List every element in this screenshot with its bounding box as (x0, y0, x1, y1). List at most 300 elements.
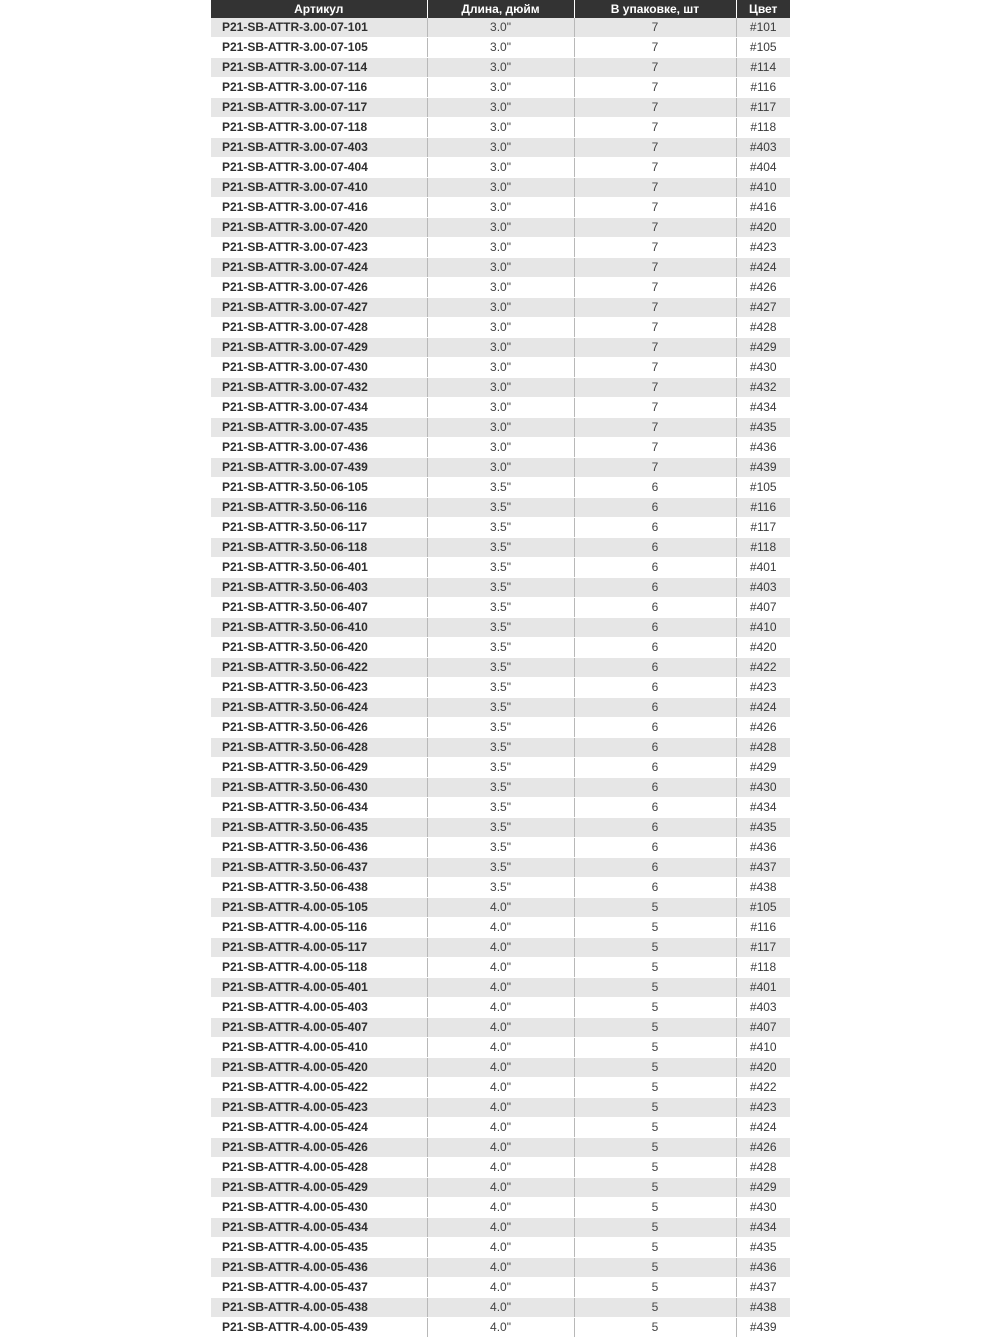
cell-pack-quantity: 5 (574, 1278, 736, 1298)
cell-color: #439 (736, 458, 790, 478)
cell-pack-quantity: 6 (574, 878, 736, 898)
cell-color: #116 (736, 78, 790, 98)
header-row (211, 0, 790, 18)
table-row (211, 258, 790, 278)
cell-length: 3.5" (427, 838, 574, 858)
cell-sku: P21-SB-ATTR-3.50-06-424 (211, 698, 427, 718)
cell-length: 4.0" (427, 1038, 574, 1058)
cell-pack-quantity: 7 (574, 298, 736, 318)
cell-color: #424 (736, 698, 790, 718)
cell-sku: P21-SB-ATTR-3.00-07-432 (211, 378, 427, 398)
cell-sku: P21-SB-ATTR-4.00-05-118 (211, 958, 427, 978)
cell-color: #117 (736, 518, 790, 538)
cell-sku: P21-SB-ATTR-3.50-06-422 (211, 658, 427, 678)
cell-color: #407 (736, 598, 790, 618)
cell-pack-quantity: 6 (574, 858, 736, 878)
table-row (211, 618, 790, 638)
cell-pack-quantity: 7 (574, 238, 736, 258)
column-header-color: Цвет (736, 0, 790, 18)
cell-sku: P21-SB-ATTR-4.00-05-439 (211, 1318, 427, 1338)
cell-sku: P21-SB-ATTR-4.00-05-436 (211, 1258, 427, 1278)
column-header-pack-quantity: В упаковке, шт (574, 0, 736, 18)
cell-pack-quantity: 7 (574, 98, 736, 118)
cell-pack-quantity: 5 (574, 1218, 736, 1238)
cell-pack-quantity: 5 (574, 1298, 736, 1318)
cell-pack-quantity: 7 (574, 78, 736, 98)
table-row (211, 1138, 790, 1158)
table-row (211, 1038, 790, 1058)
cell-length: 3.5" (427, 818, 574, 838)
cell-length: 3.0" (427, 298, 574, 318)
cell-length: 3.0" (427, 438, 574, 458)
table-body (211, 18, 790, 1338)
cell-color: #416 (736, 198, 790, 218)
cell-length: 3.0" (427, 38, 574, 58)
cell-pack-quantity: 6 (574, 758, 736, 778)
cell-sku: P21-SB-ATTR-3.00-07-116 (211, 78, 427, 98)
cell-length: 3.0" (427, 458, 574, 478)
cell-pack-quantity: 5 (574, 898, 736, 918)
cell-length: 3.5" (427, 758, 574, 778)
cell-pack-quantity: 7 (574, 338, 736, 358)
cell-color: #428 (736, 1158, 790, 1178)
cell-pack-quantity: 6 (574, 718, 736, 738)
table-row (211, 758, 790, 778)
cell-color: #430 (736, 358, 790, 378)
cell-sku: P21-SB-ATTR-4.00-05-410 (211, 1038, 427, 1058)
table-row (211, 658, 790, 678)
cell-color: #437 (736, 1278, 790, 1298)
cell-pack-quantity: 7 (574, 318, 736, 338)
cell-length: 3.0" (427, 218, 574, 238)
cell-length: 4.0" (427, 1218, 574, 1238)
cell-sku: P21-SB-ATTR-4.00-05-438 (211, 1298, 427, 1318)
cell-sku: P21-SB-ATTR-3.00-07-427 (211, 298, 427, 318)
cell-pack-quantity: 5 (574, 938, 736, 958)
table-row (211, 518, 790, 538)
cell-sku: P21-SB-ATTR-3.00-07-426 (211, 278, 427, 298)
cell-sku: P21-SB-ATTR-4.00-05-117 (211, 938, 427, 958)
cell-length: 3.0" (427, 418, 574, 438)
cell-length: 3.0" (427, 98, 574, 118)
cell-sku: P21-SB-ATTR-3.50-06-438 (211, 878, 427, 898)
cell-color: #410 (736, 178, 790, 198)
cell-length: 3.5" (427, 658, 574, 678)
cell-length: 3.5" (427, 698, 574, 718)
cell-color: #438 (736, 1298, 790, 1318)
table-row (211, 458, 790, 478)
table-row (211, 878, 790, 898)
cell-sku: P21-SB-ATTR-3.50-06-403 (211, 578, 427, 598)
cell-length: 3.5" (427, 518, 574, 538)
cell-sku: P21-SB-ATTR-3.50-06-428 (211, 738, 427, 758)
cell-sku: P21-SB-ATTR-4.00-05-430 (211, 1198, 427, 1218)
cell-length: 4.0" (427, 938, 574, 958)
table-row (211, 678, 790, 698)
cell-length: 3.0" (427, 278, 574, 298)
cell-color: #424 (736, 258, 790, 278)
cell-sku: P21-SB-ATTR-3.00-07-118 (211, 118, 427, 138)
table-row (211, 858, 790, 878)
cell-length: 3.0" (427, 158, 574, 178)
cell-pack-quantity: 6 (574, 658, 736, 678)
cell-color: #434 (736, 798, 790, 818)
cell-pack-quantity: 6 (574, 698, 736, 718)
cell-color: #428 (736, 738, 790, 758)
cell-sku: P21-SB-ATTR-4.00-05-434 (211, 1218, 427, 1238)
cell-sku: P21-SB-ATTR-3.50-06-117 (211, 518, 427, 538)
cell-sku: P21-SB-ATTR-3.50-06-423 (211, 678, 427, 698)
cell-sku: P21-SB-ATTR-3.50-06-436 (211, 838, 427, 858)
table-row (211, 478, 790, 498)
cell-sku: P21-SB-ATTR-3.00-07-436 (211, 438, 427, 458)
table-row (211, 118, 790, 138)
cell-color: #423 (736, 238, 790, 258)
cell-color: #434 (736, 398, 790, 418)
cell-sku: P21-SB-ATTR-3.50-06-118 (211, 538, 427, 558)
cell-length: 3.5" (427, 718, 574, 738)
cell-pack-quantity: 6 (574, 538, 736, 558)
table-row (211, 1318, 790, 1338)
cell-pack-quantity: 5 (574, 1238, 736, 1258)
cell-sku: P21-SB-ATTR-3.00-07-429 (211, 338, 427, 358)
cell-pack-quantity: 5 (574, 1018, 736, 1038)
cell-color: #426 (736, 718, 790, 738)
cell-length: 3.5" (427, 578, 574, 598)
cell-sku: P21-SB-ATTR-3.50-06-407 (211, 598, 427, 618)
cell-pack-quantity: 5 (574, 998, 736, 1018)
cell-length: 4.0" (427, 1298, 574, 1318)
cell-color: #116 (736, 918, 790, 938)
cell-color: #422 (736, 1078, 790, 1098)
table-header (211, 0, 790, 18)
cell-sku: P21-SB-ATTR-3.00-07-420 (211, 218, 427, 238)
table-row (211, 938, 790, 958)
cell-color: #403 (736, 138, 790, 158)
cell-sku: P21-SB-ATTR-3.50-06-401 (211, 558, 427, 578)
table-row (211, 958, 790, 978)
table-row (211, 338, 790, 358)
cell-color: #105 (736, 898, 790, 918)
cell-sku: P21-SB-ATTR-3.50-06-437 (211, 858, 427, 878)
cell-color: #105 (736, 38, 790, 58)
cell-pack-quantity: 5 (574, 1078, 736, 1098)
cell-length: 3.0" (427, 378, 574, 398)
cell-color: #118 (736, 958, 790, 978)
cell-color: #432 (736, 378, 790, 398)
cell-pack-quantity: 6 (574, 598, 736, 618)
cell-sku: P21-SB-ATTR-3.50-06-410 (211, 618, 427, 638)
cell-sku: P21-SB-ATTR-4.00-05-403 (211, 998, 427, 1018)
table-row (211, 598, 790, 618)
table-row (211, 318, 790, 338)
table-row (211, 438, 790, 458)
cell-pack-quantity: 6 (574, 578, 736, 598)
cell-length: 3.0" (427, 78, 574, 98)
cell-pack-quantity: 6 (574, 518, 736, 538)
cell-sku: P21-SB-ATTR-3.00-07-105 (211, 38, 427, 58)
cell-sku: P21-SB-ATTR-3.00-07-404 (211, 158, 427, 178)
cell-pack-quantity: 5 (574, 1198, 736, 1218)
cell-sku: P21-SB-ATTR-3.50-06-435 (211, 818, 427, 838)
table-row (211, 1018, 790, 1038)
table-row (211, 1098, 790, 1118)
cell-color: #105 (736, 478, 790, 498)
cell-pack-quantity: 7 (574, 258, 736, 278)
cell-color: #410 (736, 618, 790, 638)
cell-length: 4.0" (427, 898, 574, 918)
cell-sku: P21-SB-ATTR-4.00-05-401 (211, 978, 427, 998)
cell-length: 3.5" (427, 738, 574, 758)
cell-sku: P21-SB-ATTR-3.50-06-430 (211, 778, 427, 798)
cell-pack-quantity: 5 (574, 1058, 736, 1078)
cell-color: #114 (736, 58, 790, 78)
cell-pack-quantity: 7 (574, 418, 736, 438)
table-row (211, 1118, 790, 1138)
cell-pack-quantity: 6 (574, 558, 736, 578)
cell-color: #423 (736, 678, 790, 698)
cell-color: #426 (736, 1138, 790, 1158)
table-row (211, 158, 790, 178)
cell-sku: P21-SB-ATTR-3.00-07-101 (211, 18, 427, 38)
table-row (211, 358, 790, 378)
cell-sku: P21-SB-ATTR-4.00-05-407 (211, 1018, 427, 1038)
cell-length: 4.0" (427, 958, 574, 978)
cell-color: #420 (736, 1058, 790, 1078)
cell-color: #435 (736, 818, 790, 838)
cell-pack-quantity: 5 (574, 1318, 736, 1338)
cell-length: 3.5" (427, 778, 574, 798)
cell-color: #403 (736, 998, 790, 1018)
cell-sku: P21-SB-ATTR-3.50-06-116 (211, 498, 427, 518)
table-row (211, 498, 790, 518)
cell-length: 3.5" (427, 798, 574, 818)
cell-length: 3.5" (427, 538, 574, 558)
cell-length: 3.0" (427, 58, 574, 78)
cell-pack-quantity: 7 (574, 138, 736, 158)
cell-pack-quantity: 5 (574, 1118, 736, 1138)
cell-pack-quantity: 5 (574, 1158, 736, 1178)
cell-color: #436 (736, 1258, 790, 1278)
cell-pack-quantity: 6 (574, 498, 736, 518)
cell-sku: P21-SB-ATTR-4.00-05-420 (211, 1058, 427, 1078)
cell-sku: P21-SB-ATTR-4.00-05-429 (211, 1178, 427, 1198)
cell-color: #436 (736, 838, 790, 858)
cell-length: 4.0" (427, 1018, 574, 1038)
cell-pack-quantity: 6 (574, 738, 736, 758)
cell-color: #423 (736, 1098, 790, 1118)
cell-length: 4.0" (427, 1058, 574, 1078)
table-row (211, 838, 790, 858)
cell-pack-quantity: 7 (574, 378, 736, 398)
cell-length: 4.0" (427, 918, 574, 938)
cell-sku: P21-SB-ATTR-3.50-06-420 (211, 638, 427, 658)
cell-color: #437 (736, 858, 790, 878)
cell-color: #117 (736, 98, 790, 118)
cell-color: #401 (736, 978, 790, 998)
cell-pack-quantity: 5 (574, 1258, 736, 1278)
table-row (211, 558, 790, 578)
cell-length: 3.5" (427, 878, 574, 898)
table-row (211, 418, 790, 438)
cell-length: 4.0" (427, 978, 574, 998)
cell-pack-quantity: 6 (574, 618, 736, 638)
cell-sku: P21-SB-ATTR-4.00-05-116 (211, 918, 427, 938)
cell-sku: P21-SB-ATTR-4.00-05-426 (211, 1138, 427, 1158)
table-row (211, 398, 790, 418)
cell-color: #428 (736, 318, 790, 338)
cell-pack-quantity: 7 (574, 438, 736, 458)
cell-color: #404 (736, 158, 790, 178)
cell-sku: P21-SB-ATTR-3.00-07-114 (211, 58, 427, 78)
cell-pack-quantity: 7 (574, 358, 736, 378)
table-row (211, 378, 790, 398)
cell-length: 4.0" (427, 1278, 574, 1298)
table-row (211, 1078, 790, 1098)
cell-length: 3.0" (427, 18, 574, 38)
cell-sku: P21-SB-ATTR-4.00-05-428 (211, 1158, 427, 1178)
cell-color: #410 (736, 1038, 790, 1058)
cell-sku: P21-SB-ATTR-3.00-07-428 (211, 318, 427, 338)
table-row (211, 278, 790, 298)
cell-length: 4.0" (427, 1318, 574, 1338)
cell-pack-quantity: 7 (574, 58, 736, 78)
cell-pack-quantity: 7 (574, 278, 736, 298)
cell-pack-quantity: 5 (574, 918, 736, 938)
table-row (211, 1178, 790, 1198)
cell-sku: P21-SB-ATTR-3.00-07-430 (211, 358, 427, 378)
cell-pack-quantity: 6 (574, 678, 736, 698)
cell-length: 3.0" (427, 338, 574, 358)
cell-color: #439 (736, 1318, 790, 1338)
cell-pack-quantity: 5 (574, 978, 736, 998)
cell-color: #422 (736, 658, 790, 678)
cell-length: 4.0" (427, 1158, 574, 1178)
cell-color: #424 (736, 1118, 790, 1138)
cell-color: #118 (736, 538, 790, 558)
product-table (211, 0, 790, 1338)
cell-length: 3.0" (427, 138, 574, 158)
cell-color: #435 (736, 1238, 790, 1258)
cell-pack-quantity: 7 (574, 38, 736, 58)
table-row (211, 218, 790, 238)
table-row (211, 198, 790, 218)
cell-pack-quantity: 7 (574, 218, 736, 238)
table-row (211, 578, 790, 598)
cell-length: 4.0" (427, 1258, 574, 1278)
cell-sku: P21-SB-ATTR-4.00-05-424 (211, 1118, 427, 1138)
cell-sku: P21-SB-ATTR-3.00-07-117 (211, 98, 427, 118)
cell-sku: P21-SB-ATTR-4.00-05-422 (211, 1078, 427, 1098)
cell-length: 3.0" (427, 198, 574, 218)
cell-color: #117 (736, 938, 790, 958)
cell-color: #436 (736, 438, 790, 458)
cell-length: 4.0" (427, 998, 574, 1018)
cell-sku: P21-SB-ATTR-3.00-07-424 (211, 258, 427, 278)
cell-sku: P21-SB-ATTR-3.50-06-429 (211, 758, 427, 778)
cell-color: #420 (736, 638, 790, 658)
cell-length: 4.0" (427, 1178, 574, 1198)
cell-sku: P21-SB-ATTR-3.00-07-416 (211, 198, 427, 218)
table-row (211, 1238, 790, 1258)
table-row (211, 998, 790, 1018)
cell-pack-quantity: 5 (574, 958, 736, 978)
cell-length: 3.0" (427, 318, 574, 338)
table-row (211, 298, 790, 318)
cell-sku: P21-SB-ATTR-3.50-06-434 (211, 798, 427, 818)
cell-color: #407 (736, 1018, 790, 1038)
cell-color: #427 (736, 298, 790, 318)
cell-sku: P21-SB-ATTR-4.00-05-423 (211, 1098, 427, 1118)
cell-length: 3.0" (427, 398, 574, 418)
cell-pack-quantity: 7 (574, 398, 736, 418)
cell-sku: P21-SB-ATTR-3.50-06-105 (211, 478, 427, 498)
table-row (211, 538, 790, 558)
cell-sku: P21-SB-ATTR-4.00-05-435 (211, 1238, 427, 1258)
table-row (211, 1158, 790, 1178)
table-row (211, 798, 790, 818)
table-row (211, 138, 790, 158)
table-row (211, 1218, 790, 1238)
cell-color: #430 (736, 1198, 790, 1218)
cell-sku: P21-SB-ATTR-3.00-07-423 (211, 238, 427, 258)
cell-color: #430 (736, 778, 790, 798)
product-table-container (211, 0, 790, 1338)
cell-length: 3.5" (427, 618, 574, 638)
cell-length: 4.0" (427, 1238, 574, 1258)
cell-length: 4.0" (427, 1098, 574, 1118)
cell-pack-quantity: 6 (574, 778, 736, 798)
column-header-sku: Артикул (211, 0, 427, 18)
column-header-length: Длина, дюйм (427, 0, 574, 18)
cell-sku: P21-SB-ATTR-3.00-07-410 (211, 178, 427, 198)
table-row (211, 918, 790, 938)
cell-sku: P21-SB-ATTR-3.00-07-434 (211, 398, 427, 418)
cell-length: 3.5" (427, 678, 574, 698)
cell-length: 3.5" (427, 498, 574, 518)
cell-pack-quantity: 5 (574, 1098, 736, 1118)
cell-color: #101 (736, 18, 790, 38)
cell-pack-quantity: 5 (574, 1038, 736, 1058)
cell-pack-quantity: 7 (574, 198, 736, 218)
cell-length: 4.0" (427, 1138, 574, 1158)
cell-pack-quantity: 6 (574, 818, 736, 838)
cell-length: 4.0" (427, 1198, 574, 1218)
table-row (211, 818, 790, 838)
cell-length: 3.0" (427, 258, 574, 278)
cell-color: #403 (736, 578, 790, 598)
cell-color: #429 (736, 758, 790, 778)
table-row (211, 1058, 790, 1078)
cell-pack-quantity: 6 (574, 478, 736, 498)
cell-color: #118 (736, 118, 790, 138)
table-row (211, 178, 790, 198)
table-row (211, 718, 790, 738)
cell-length: 4.0" (427, 1078, 574, 1098)
cell-length: 3.5" (427, 598, 574, 618)
table-row (211, 98, 790, 118)
cell-color: #434 (736, 1218, 790, 1238)
table-row (211, 778, 790, 798)
cell-pack-quantity: 7 (574, 458, 736, 478)
table-row (211, 1198, 790, 1218)
cell-color: #429 (736, 338, 790, 358)
cell-length: 3.5" (427, 558, 574, 578)
cell-length: 4.0" (427, 1118, 574, 1138)
table-row (211, 238, 790, 258)
cell-color: #435 (736, 418, 790, 438)
table-row (211, 1258, 790, 1278)
